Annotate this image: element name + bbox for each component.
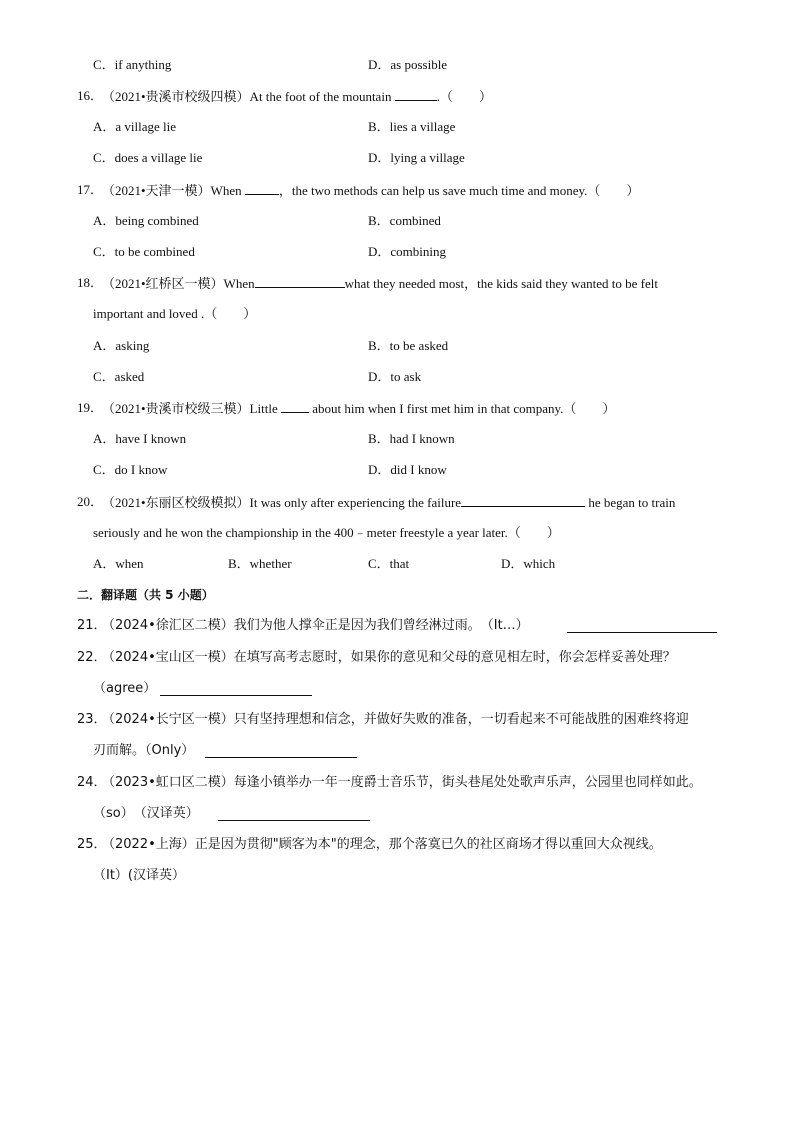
q18-option-b[interactable]: B．to be asked [368, 338, 449, 353]
q17-option-a[interactable]: A．being combined [93, 213, 199, 228]
q22-hint: （agree） [93, 681, 157, 696]
q17-stem-text: （2021•天津一模）When [102, 183, 242, 198]
answer-blank[interactable] [567, 618, 717, 633]
q20-options [0, 554, 794, 574]
q17-option-d[interactable]: D．combining [368, 244, 446, 259]
section-heading: 二．翻译题（共 5 小题） [77, 588, 214, 602]
q17-option-b[interactable]: B．combined [368, 213, 441, 228]
q18-stem [0, 273, 794, 293]
section-heading-row [0, 585, 794, 605]
q19-option-c[interactable]: C．do I know [93, 462, 168, 477]
q19-option-a[interactable]: A．have I known [93, 431, 187, 446]
q15-option-d: D．as possible [368, 57, 448, 72]
q20-option-c[interactable]: C．that [368, 556, 410, 571]
q24-line2 [0, 804, 794, 824]
q16-options-cd [0, 148, 794, 168]
q16-option-a[interactable]: A．a village lie [93, 119, 177, 134]
answer-blank[interactable] [218, 806, 370, 821]
answer-blank[interactable] [245, 180, 279, 195]
q20-stem-continued: seriously and he won the championship in the 400﹣meter freestyle a year later.（ ） [93, 525, 560, 540]
q19-stem-text: （2021•贵溪市校级三模）Little [102, 401, 278, 416]
q16-options-ab [0, 117, 794, 137]
q20-stem-line2 [0, 523, 794, 543]
q21-prompt: （2024•徐汇区二模）我们为他人撑伞正是因为我们曾经淋过雨。 （It…） [102, 618, 529, 633]
answer-blank[interactable] [461, 492, 585, 507]
q24-prompt: （2023•虹口区二模）每逢小镇举办一年一度爵士音乐节，街头巷尾处处歌声乐声，公园里也同样如此。 [102, 775, 702, 790]
q18-options-ab [0, 336, 794, 356]
q19-option-d[interactable]: D．did I know [368, 462, 447, 477]
q18-option-d[interactable]: D．to ask [368, 369, 422, 384]
q19-option-b[interactable]: B．had I known [368, 431, 455, 446]
q24 [0, 773, 794, 793]
q23-prompt: （2024•长宁区一模）只有坚持理想和信念，并做好失败的准备，一切看起来不可能战胜的困难终将迎 [102, 712, 689, 727]
q20-stem [0, 492, 794, 512]
q20-stem-text: （2021•东丽区校级模拟）It was only after experiencing the failure [102, 495, 462, 510]
question-number: 18． [77, 275, 104, 290]
q17-stem-tail: ，the two methods can help us save much time and money.（ ） [278, 183, 640, 198]
question-number: 24． [77, 775, 107, 790]
q25-hint: （It）(汉译英） [93, 868, 186, 883]
q22 [0, 648, 794, 668]
q22-line2 [0, 679, 794, 699]
q22-prompt: （2024•宝山区一模）在填写高考志愿时，如果你的意见和父母的意见相左时，你会怎样妥善处理？ [102, 650, 676, 665]
answer-blank[interactable] [160, 681, 312, 696]
answer-blank[interactable] [281, 398, 309, 413]
q19-options-ab [0, 429, 794, 449]
q18-option-c[interactable]: C．asked [93, 369, 145, 384]
q16-option-d[interactable]: D．lying a village [368, 150, 465, 165]
q20-option-b[interactable]: B．whether [228, 556, 292, 571]
q24-hint: （so） （汉译英） [93, 806, 199, 821]
answer-blank[interactable] [205, 743, 357, 758]
q16-option-c[interactable]: C．does a village lie [93, 150, 203, 165]
q16-stem-tail: .（ ） [436, 89, 492, 104]
q25-line2 [0, 866, 794, 886]
q23-prompt-continued: 刃而解。（Only） [93, 743, 195, 758]
question-number: 25． [77, 837, 107, 852]
q19-stem-tail: about him when I first met him in that company.（ ） [312, 401, 616, 416]
question-number: 20． [77, 494, 104, 509]
q18-stem-text: （2021•红桥区一模）When [102, 276, 255, 291]
q17-options-cd [0, 242, 794, 262]
q23 [0, 710, 794, 730]
q17-option-c[interactable]: C．to be combined [93, 244, 195, 259]
q17-stem [0, 180, 794, 200]
q21 [0, 616, 794, 636]
q20-option-d[interactable]: D．which [501, 556, 556, 571]
answer-blank[interactable] [395, 86, 437, 101]
q16-option-b[interactable]: B．lies a village [368, 119, 456, 134]
q17-options-ab [0, 211, 794, 231]
q15-options-cd [0, 55, 794, 75]
answer-blank[interactable] [255, 273, 345, 288]
q18-option-a[interactable]: A．asking [93, 338, 150, 353]
q15-option-c: C．if anything [93, 57, 172, 72]
q20-option-a[interactable]: A．when [93, 556, 144, 571]
q18-options-cd [0, 367, 794, 387]
question-number: 17． [77, 182, 104, 197]
q16-stem-text: （2021•贵溪市校级四模）At the foot of the mountain [102, 89, 392, 104]
q25 [0, 835, 794, 855]
q18-stem-tail: what they needed most，the kids said they wanted to be felt [344, 276, 658, 291]
q18-stem-line2 [0, 304, 794, 324]
q16-stem [0, 86, 794, 106]
question-number: 21． [77, 618, 107, 633]
q23-line2 [0, 741, 794, 761]
question-number: 23． [77, 712, 107, 727]
q19-stem [0, 398, 794, 418]
q20-stem-tail: he began to train [588, 495, 676, 510]
question-number: 22． [77, 650, 107, 665]
question-number: 16． [77, 88, 104, 103]
q25-prompt: （2022•上海）正是因为贯彻"顾客为本"的理念，那个落寞已久的社区商场才得以重回大众视线。 [102, 837, 662, 852]
q18-stem-continued: important and loved .（ ） [93, 306, 257, 321]
q19-options-cd [0, 460, 794, 480]
question-number: 19． [77, 400, 104, 415]
